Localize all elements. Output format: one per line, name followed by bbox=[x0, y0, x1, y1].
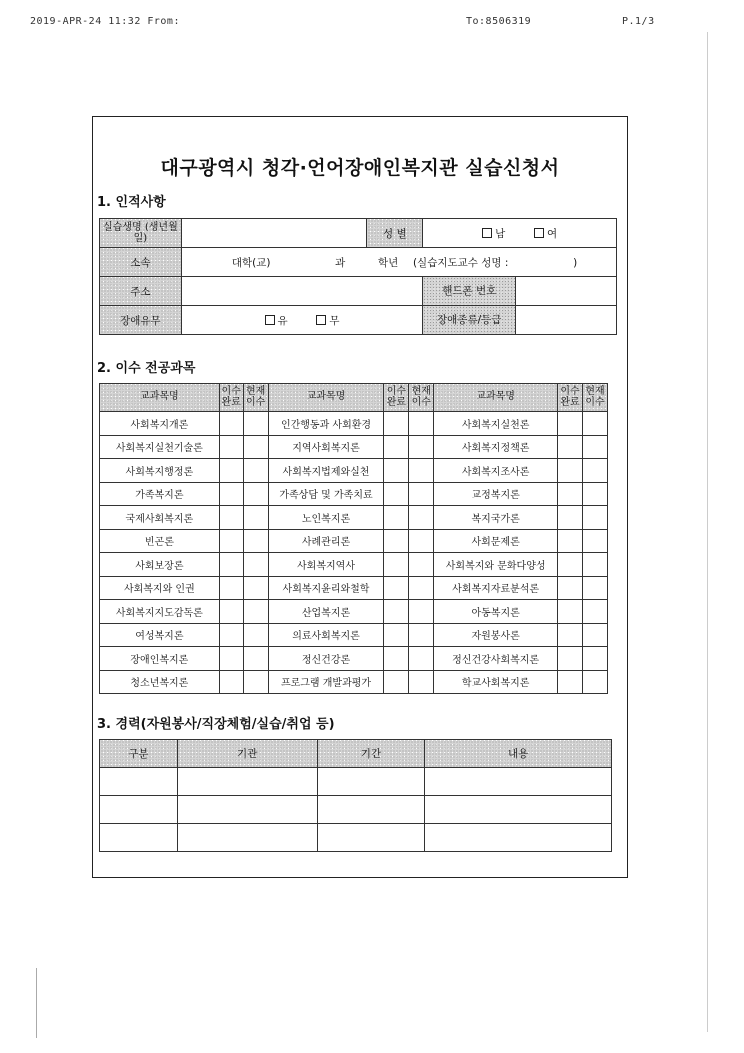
course-done-cell[interactable] bbox=[384, 506, 409, 530]
row-address bbox=[100, 277, 617, 306]
course-row bbox=[100, 576, 608, 600]
course-row bbox=[100, 506, 608, 530]
course-name: 사례관리론 bbox=[268, 529, 384, 553]
course-done-cell[interactable] bbox=[558, 482, 583, 506]
course-current-cell[interactable] bbox=[243, 647, 268, 671]
course-name: 복지국가론 bbox=[434, 506, 558, 530]
course-done-cell[interactable] bbox=[384, 529, 409, 553]
career-header-content: 내용 bbox=[425, 740, 612, 768]
disability-type-label: 장애종류/등급 bbox=[423, 306, 516, 334]
course-name: 의료사회복지론 bbox=[268, 623, 384, 647]
course-current-cell[interactable] bbox=[409, 647, 434, 671]
course-current-cell[interactable] bbox=[243, 506, 268, 530]
course-done-cell[interactable] bbox=[384, 670, 409, 694]
course-done-cell[interactable] bbox=[219, 623, 243, 647]
course-name: 사회복지윤리와철학 bbox=[268, 576, 384, 600]
course-current-cell[interactable] bbox=[409, 412, 434, 436]
form-title: 대구광역시 청각·언어장애인복지관 실습신청서 bbox=[160, 157, 560, 179]
career-header-period: 기간 bbox=[317, 740, 425, 768]
course-row bbox=[100, 623, 608, 647]
course-done-cell[interactable] bbox=[384, 600, 409, 624]
course-done-cell[interactable] bbox=[219, 576, 243, 600]
course-done-cell[interactable] bbox=[219, 506, 243, 530]
course-done-cell[interactable] bbox=[219, 600, 243, 624]
header-current: 현재 이수 bbox=[582, 384, 607, 412]
section2-heading: 2. 이수 전공과목 bbox=[97, 361, 196, 376]
course-row bbox=[100, 600, 608, 624]
disability-type-cell bbox=[423, 306, 617, 335]
career-row bbox=[100, 824, 612, 852]
gender-label: 성 별 bbox=[367, 219, 423, 248]
course-name: 여성복지론 bbox=[100, 623, 220, 647]
section1-heading: 1. 인적사항 bbox=[97, 195, 166, 210]
course-name: 사회복지개론 bbox=[100, 412, 220, 436]
career-table bbox=[99, 739, 612, 852]
course-current-cell[interactable] bbox=[582, 435, 607, 459]
checkbox-icon bbox=[482, 228, 492, 238]
scan-edge-line-left bbox=[36, 968, 37, 1038]
disability-yes-checkbox[interactable] bbox=[265, 315, 288, 327]
course-name: 사회복지실천론 bbox=[434, 412, 558, 436]
course-done-cell[interactable] bbox=[558, 529, 583, 553]
disability-no-checkbox[interactable] bbox=[316, 315, 339, 327]
header-course: 교과목명 bbox=[268, 384, 384, 412]
course-name: 정신건강사회복지론 bbox=[434, 647, 558, 671]
course-done-cell[interactable] bbox=[558, 647, 583, 671]
course-name: 사회복지법제와실천 bbox=[268, 459, 384, 483]
address-label: 주소 bbox=[100, 277, 182, 306]
career-cell[interactable] bbox=[425, 824, 612, 852]
course-name: 프로그램 개발과평가 bbox=[268, 670, 384, 694]
course-done-cell[interactable] bbox=[219, 553, 243, 577]
course-done-cell[interactable] bbox=[384, 647, 409, 671]
course-current-cell[interactable] bbox=[582, 529, 607, 553]
row-disability bbox=[100, 306, 617, 335]
course-row bbox=[100, 553, 608, 577]
course-row bbox=[100, 529, 608, 553]
course-row bbox=[100, 482, 608, 506]
course-name: 인간행동과 사회환경 bbox=[268, 412, 384, 436]
course-name: 교정복지론 bbox=[434, 482, 558, 506]
course-current-cell[interactable] bbox=[409, 553, 434, 577]
course-name: 사회복지정책론 bbox=[434, 435, 558, 459]
disability-label: 장애유무 bbox=[100, 306, 182, 335]
career-header-row bbox=[100, 740, 612, 768]
course-name: 지역사회복지론 bbox=[268, 435, 384, 459]
career-header-type: 구분 bbox=[100, 740, 178, 768]
name-label: 실습생명 (생년월일) bbox=[100, 219, 182, 248]
course-current-cell[interactable] bbox=[243, 553, 268, 577]
dept-text: 과 bbox=[335, 256, 346, 269]
career-cell[interactable] bbox=[425, 768, 612, 796]
courses-table bbox=[99, 383, 608, 694]
header-current: 현재 이수 bbox=[243, 384, 268, 412]
course-done-cell[interactable] bbox=[558, 459, 583, 483]
course-row bbox=[100, 670, 608, 694]
university-text: 대학(교) bbox=[231, 256, 271, 269]
course-name: 사회복지와 문화다양성 bbox=[434, 553, 558, 577]
name-field[interactable] bbox=[181, 219, 367, 248]
course-done-cell[interactable] bbox=[219, 482, 243, 506]
course-done-cell[interactable] bbox=[384, 623, 409, 647]
checkbox-icon bbox=[316, 315, 326, 325]
course-current-cell[interactable] bbox=[409, 623, 434, 647]
course-done-cell[interactable] bbox=[384, 459, 409, 483]
course-current-cell[interactable] bbox=[582, 412, 607, 436]
supervisor-close: ) bbox=[573, 256, 578, 269]
course-current-cell[interactable] bbox=[409, 506, 434, 530]
career-header-org: 기관 bbox=[177, 740, 317, 768]
disability-no-label: 무 bbox=[329, 314, 340, 327]
gender-female-label: 여 bbox=[546, 227, 558, 240]
course-done-cell[interactable] bbox=[384, 412, 409, 436]
course-current-cell[interactable] bbox=[409, 435, 434, 459]
course-current-cell[interactable] bbox=[582, 506, 607, 530]
course-current-cell[interactable] bbox=[582, 623, 607, 647]
course-current-cell[interactable] bbox=[243, 529, 268, 553]
phone-label: 핸드폰 번호 bbox=[423, 277, 516, 305]
career-cell[interactable] bbox=[317, 768, 425, 796]
career-cell[interactable] bbox=[317, 824, 425, 852]
course-done-cell[interactable] bbox=[558, 506, 583, 530]
career-row bbox=[100, 796, 612, 824]
career-cell[interactable] bbox=[425, 796, 612, 824]
fax-timestamp: 2019-APR-24 11:32 From: bbox=[30, 16, 180, 27]
course-row bbox=[100, 459, 608, 483]
course-name: 사회복지자료분석론 bbox=[434, 576, 558, 600]
career-cell[interactable] bbox=[177, 824, 317, 852]
header-done: 이수 완료 bbox=[384, 384, 409, 412]
course-current-cell[interactable] bbox=[582, 576, 607, 600]
career-cell[interactable] bbox=[177, 768, 317, 796]
course-done-cell[interactable] bbox=[219, 670, 243, 694]
course-name: 가족상담 및 가족치료 bbox=[268, 482, 384, 506]
course-done-cell[interactable] bbox=[219, 459, 243, 483]
fax-page-number: P.1/3 bbox=[622, 16, 655, 27]
header-current: 현재 이수 bbox=[409, 384, 434, 412]
course-name: 학교사회복지론 bbox=[434, 670, 558, 694]
course-current-cell[interactable] bbox=[582, 647, 607, 671]
header-course: 교과목명 bbox=[434, 384, 558, 412]
courses-header-row bbox=[100, 384, 608, 412]
course-current-cell[interactable] bbox=[243, 600, 268, 624]
course-name: 사회복지지도감독론 bbox=[100, 600, 220, 624]
course-done-cell[interactable] bbox=[558, 623, 583, 647]
personal-info-table bbox=[99, 218, 617, 335]
section3-heading: 3. 경력(자원봉사/직장체험/실습/취업 등) bbox=[97, 717, 335, 732]
scan-edge-line bbox=[707, 32, 708, 1032]
fax-recipient: To:8506319 bbox=[466, 16, 532, 27]
course-done-cell[interactable] bbox=[219, 412, 243, 436]
career-cell[interactable] bbox=[100, 796, 178, 824]
disability-field bbox=[181, 306, 422, 335]
course-current-cell[interactable] bbox=[409, 670, 434, 694]
course-done-cell[interactable] bbox=[558, 576, 583, 600]
course-current-cell[interactable] bbox=[582, 600, 607, 624]
course-name: 국제사회복지론 bbox=[100, 506, 220, 530]
course-done-cell[interactable] bbox=[384, 482, 409, 506]
course-current-cell[interactable] bbox=[243, 482, 268, 506]
course-name: 사회복지와 인권 bbox=[100, 576, 220, 600]
course-current-cell[interactable] bbox=[582, 670, 607, 694]
course-current-cell[interactable] bbox=[243, 670, 268, 694]
gender-male-label: 남 bbox=[495, 227, 506, 240]
gender-field bbox=[423, 219, 617, 248]
application-form bbox=[92, 116, 628, 878]
course-name: 자원봉사론 bbox=[434, 623, 558, 647]
course-current-cell[interactable] bbox=[582, 553, 607, 577]
course-current-cell[interactable] bbox=[409, 459, 434, 483]
course-name: 청소년복지론 bbox=[100, 670, 220, 694]
course-current-cell[interactable] bbox=[409, 576, 434, 600]
career-row bbox=[100, 768, 612, 796]
course-name: 아동복지론 bbox=[434, 600, 558, 624]
course-current-cell[interactable] bbox=[582, 459, 607, 483]
course-name: 사회복지역사 bbox=[268, 553, 384, 577]
course-current-cell[interactable] bbox=[409, 600, 434, 624]
row-affiliation bbox=[100, 248, 617, 277]
header-done: 이수 완료 bbox=[219, 384, 243, 412]
career-cell[interactable] bbox=[100, 824, 178, 852]
career-cell[interactable] bbox=[317, 796, 425, 824]
course-done-cell[interactable] bbox=[384, 576, 409, 600]
course-name: 산업복지론 bbox=[268, 600, 384, 624]
course-done-cell[interactable] bbox=[558, 553, 583, 577]
career-cell[interactable] bbox=[100, 768, 178, 796]
course-done-cell[interactable] bbox=[558, 435, 583, 459]
course-name: 사회복지조사론 bbox=[434, 459, 558, 483]
supervisor-text: (실습지도교수 성명 : bbox=[412, 256, 509, 269]
course-name: 가족복지론 bbox=[100, 482, 220, 506]
checkbox-icon bbox=[265, 315, 275, 325]
course-name: 사회복지실천기술론 bbox=[100, 435, 220, 459]
course-current-cell[interactable] bbox=[409, 529, 434, 553]
course-done-cell[interactable] bbox=[558, 412, 583, 436]
course-done-cell[interactable] bbox=[219, 435, 243, 459]
affiliation-label: 소속 bbox=[100, 248, 182, 277]
grade-text: 학년 bbox=[377, 256, 399, 269]
course-row bbox=[100, 435, 608, 459]
course-current-cell[interactable] bbox=[243, 435, 268, 459]
course-current-cell[interactable] bbox=[243, 576, 268, 600]
header-course: 교과목명 bbox=[100, 384, 220, 412]
header-done: 이수 완료 bbox=[558, 384, 583, 412]
gender-male-checkbox[interactable] bbox=[482, 228, 505, 240]
course-done-cell[interactable] bbox=[219, 529, 243, 553]
course-name: 장애인복지론 bbox=[100, 647, 220, 671]
career-cell[interactable] bbox=[177, 796, 317, 824]
address-field[interactable] bbox=[181, 277, 422, 306]
course-row bbox=[100, 647, 608, 671]
phone-cell bbox=[423, 277, 617, 306]
course-done-cell[interactable] bbox=[558, 600, 583, 624]
row-name-gender bbox=[100, 219, 617, 248]
course-done-cell[interactable] bbox=[384, 553, 409, 577]
course-name: 정신건강론 bbox=[268, 647, 384, 671]
course-done-cell[interactable] bbox=[384, 435, 409, 459]
affiliation-field[interactable] bbox=[181, 248, 616, 277]
checkbox-icon bbox=[534, 228, 544, 238]
course-current-cell[interactable] bbox=[409, 482, 434, 506]
course-current-cell[interactable] bbox=[582, 482, 607, 506]
course-current-cell[interactable] bbox=[243, 459, 268, 483]
course-row bbox=[100, 412, 608, 436]
course-name: 사회복지행정론 bbox=[100, 459, 220, 483]
course-name: 사회보장론 bbox=[100, 553, 220, 577]
course-name: 노인복지론 bbox=[268, 506, 384, 530]
course-current-cell[interactable] bbox=[243, 412, 268, 436]
course-done-cell[interactable] bbox=[558, 670, 583, 694]
course-done-cell[interactable] bbox=[219, 647, 243, 671]
disability-yes-label: 유 bbox=[277, 314, 288, 327]
course-current-cell[interactable] bbox=[243, 623, 268, 647]
course-name: 사회문제론 bbox=[434, 529, 558, 553]
gender-female-checkbox[interactable] bbox=[534, 228, 557, 240]
course-name: 빈곤론 bbox=[100, 529, 220, 553]
